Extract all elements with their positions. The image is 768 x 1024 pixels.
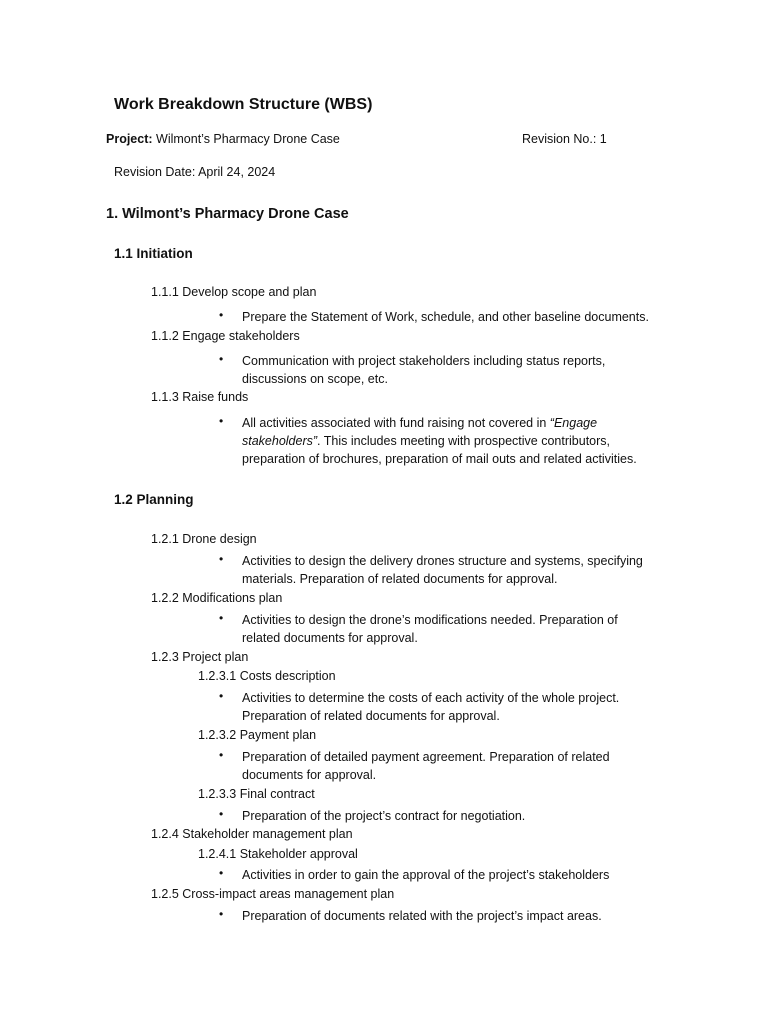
bullet-icon: • — [219, 907, 224, 921]
section-heading-1: 1. Wilmont’s Pharmacy Drone Case — [106, 206, 349, 222]
item-1-2-4-1: 1.2.4.1 Stakeholder approval — [198, 847, 358, 861]
item-1-2-3-3-desc: Preparation of the project’s contract for negotiation. — [242, 809, 526, 823]
bullet-icon: • — [219, 611, 224, 625]
bullet-icon: • — [219, 352, 224, 366]
item-1-2-3: 1.2.3 Project plan — [151, 650, 249, 664]
item-1-2-5: 1.2.5 Cross-impact areas management plan — [151, 887, 395, 901]
item-1-1-1: 1.1.1 Develop scope and plan — [151, 285, 317, 299]
bullet-icon: • — [219, 414, 224, 428]
item-1-2-3-2: 1.2.3.2 Payment plan — [198, 728, 317, 742]
bullet-icon: • — [219, 807, 224, 821]
item-1-1-3-desc-pre: All activities associated with fund raising not covered in — [242, 416, 550, 430]
item-1-2-4: 1.2.4 Stakeholder management plan — [151, 827, 353, 841]
item-1-1-3-desc-post: . This includes meeting with prospective contributors, preparation of brochures, preparation of mail outs and related activities. — [242, 434, 637, 466]
document-title: Work Breakdown Structure (WBS) — [114, 96, 373, 113]
section-heading-initiation: 1.1 Initiation — [114, 246, 193, 261]
project-line — [106, 130, 340, 148]
bullet-icon: • — [219, 308, 224, 322]
item-1-1-2-desc: Communication with project stakeholders including status reports, discussions on scope, etc. — [242, 354, 606, 386]
bullet-icon: • — [219, 689, 224, 703]
section-heading-planning: 1.2 Planning — [114, 492, 194, 507]
item-1-2-3-2-desc: Preparation of detailed payment agreement. Preparation of related documents for approval. — [242, 750, 610, 782]
item-1-2-5-desc: Preparation of documents related with the project’s impact areas. — [242, 909, 602, 923]
item-1-2-3-1-desc: Activities to determine the costs of each activity of the whole project. Preparation of related documents for approval. — [242, 691, 620, 723]
item-1-1-1-desc: Prepare the Statement of Work, schedule, and other baseline documents. — [242, 310, 649, 324]
item-1-2-2-desc: Activities to design the drone’s modifications needed. Preparation of related documents for approval. — [242, 613, 618, 645]
item-1-2-1-desc: Activities to design the delivery drones structure and systems, specifying materials. Preparation of related documents for approval. — [242, 554, 643, 586]
item-1-2-3-3: 1.2.3.3 Final contract — [198, 787, 315, 801]
item-1-1-3-desc — [242, 414, 672, 468]
bullet-icon: • — [219, 866, 224, 880]
item-1-2-4-1-desc: Activities in order to gain the approval of the project’s stakeholders — [242, 868, 610, 882]
bullet-icon: • — [219, 748, 224, 762]
item-1-1-2: 1.1.2 Engage stakeholders — [151, 329, 300, 343]
item-1-2-3-1: 1.2.3.1 Costs description — [198, 669, 336, 683]
project-value: Wilmont’s Pharmacy Drone Case — [152, 132, 340, 146]
revision-date: Revision Date: April 24, 2024 — [114, 165, 276, 179]
item-1-1-3: 1.1.3 Raise funds — [151, 390, 249, 404]
item-1-2-2: 1.2.2 Modifications plan — [151, 591, 283, 605]
item-1-2-1: 1.2.1 Drone design — [151, 532, 257, 546]
bullet-icon: • — [219, 552, 224, 566]
revision-number: Revision No.: 1 — [522, 132, 607, 146]
item-1-1-3-desc-emphasis: “Engage stakeholders” — [242, 416, 598, 448]
project-label: Project: — [106, 132, 153, 146]
